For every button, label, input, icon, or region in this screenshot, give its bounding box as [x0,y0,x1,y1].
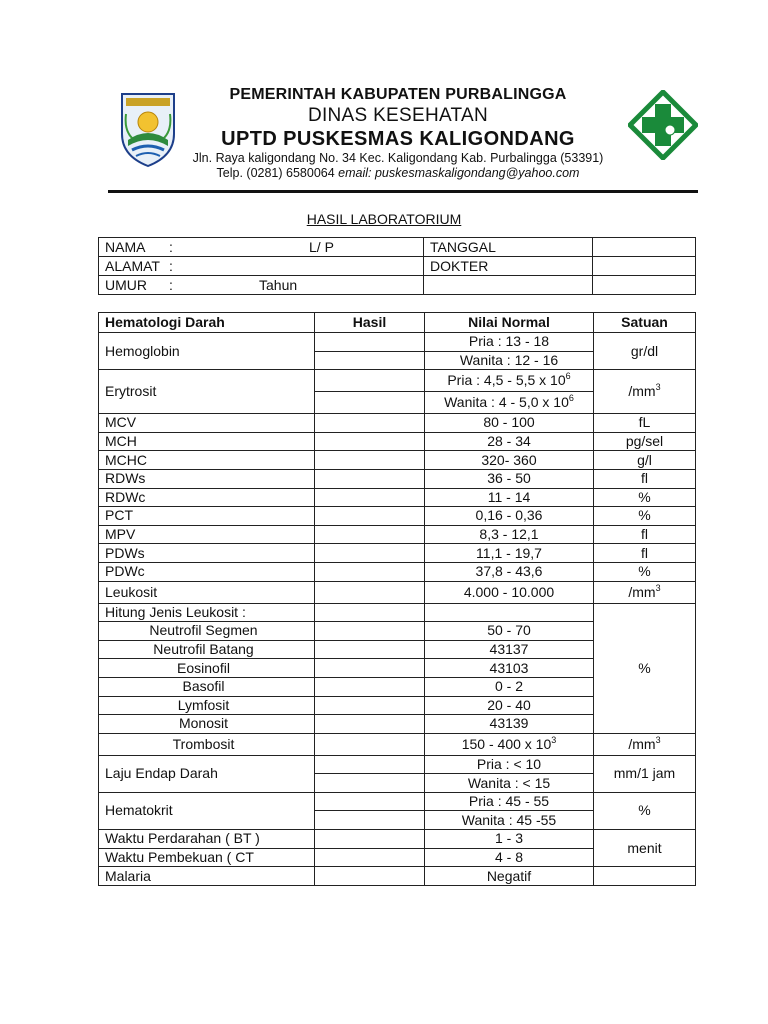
table-row [99,488,696,507]
regency-emblem-icon [118,90,178,168]
exam-name: MPV [99,525,315,544]
table-row [99,451,696,470]
unit-value: fl [594,544,696,563]
result-cell [315,755,425,774]
result-cell [315,659,425,678]
unit-value: % [594,488,696,507]
tahun-label: Tahun [259,277,298,293]
table-row [99,333,696,352]
normal-value: 0 - 2 [425,677,594,696]
normal-value: Wanita : 45 -55 [425,811,594,830]
table-row [99,544,696,563]
exam-name: PDWc [99,562,315,581]
result-cell [315,640,425,659]
exam-name: Hemoglobin [99,333,315,370]
exam-name: Leukosit [99,581,315,603]
colon: : [169,239,173,255]
exam-name: Eosinofil [99,659,315,678]
normal-value: Pria : < 10 [425,755,594,774]
table-row [99,562,696,581]
table-row [99,792,696,811]
letterhead [108,86,698,194]
exam-name: Lymfosit [99,696,315,715]
unit-value: $/mm^3$ [594,733,696,755]
exam-name: MCV [99,414,315,433]
table-row [99,414,696,433]
result-cell [315,432,425,451]
unit-value: menit [594,830,696,867]
exam-name: Waktu Perdarahan ( BT ) [99,830,315,849]
unit-value: % [594,792,696,829]
normal-value: Negatif [425,867,594,886]
normal-value: 80 - 100 [425,414,594,433]
table-row [99,525,696,544]
patient-row-umur [99,276,696,295]
unit-value [594,867,696,886]
unit-value: mm/1 jam [594,755,696,792]
exam-name: Monosit [99,715,315,734]
exam-name: Neutrofil Segmen [99,622,315,641]
normal-value: 1 - 3 [425,830,594,849]
unit-value: % [594,562,696,581]
normal-value: 150 - 400 x $10^3$ [425,733,594,755]
header-nilai-normal: Nilai Normal [425,313,594,333]
result-cell [315,507,425,526]
letterhead-agency: DINAS KESEHATAN [307,105,489,126]
normal-value: 37,8 - 43,6 [425,562,594,581]
exam-name: MCH [99,432,315,451]
normal-value: 20 - 40 [425,696,594,715]
green-cross-icon [628,90,698,160]
result-cell [315,451,425,470]
result-cell [315,562,425,581]
result-cell [315,469,425,488]
lab-results-table [98,312,696,886]
letterhead-email: email: puskesmaskaligondang@yahoo.com [338,166,580,180]
normal-value: 50 - 70 [425,622,594,641]
header-satuan: Satuan [594,313,696,333]
exam-name: Hematokrit [99,792,315,829]
sex-label: L/ P [309,239,334,255]
letterhead-facility: UPTD PUSKESMAS KALIGONDANG [221,128,575,150]
normal-value: Wanita : < 15 [425,774,594,793]
unit-value: % [594,507,696,526]
exam-name: RDWc [99,488,315,507]
table-row [99,603,696,622]
colon: : [169,277,173,293]
unit-value: fL [594,414,696,433]
result-cell [315,392,425,414]
result-cell [315,488,425,507]
table-row [99,432,696,451]
patient-info-table [98,237,696,295]
exam-name: Erytrosit [99,370,315,414]
normal-value: Wanita : 12 - 16 [425,351,594,370]
exam-name: Basofil [99,677,315,696]
normal-value: 320- 360 [425,451,594,470]
normal-value: 36 - 50 [425,469,594,488]
letterhead-address: Jln. Raya kaligondang No. 34 Kec. Kaligondang Kab. Purbalingga (53391) [192,151,604,165]
result-cell [315,622,425,641]
normal-value: 43103 [425,659,594,678]
result-cell [315,792,425,811]
letterhead-government: PEMERINTAH KABUPATEN PURBALINGGA [229,86,567,103]
unit-value: $/mm^3$ [594,581,696,603]
normal-value: Pria : 45 - 55 [425,792,594,811]
unit-value: $/mm^3$ [594,370,696,414]
exam-name: Laju Endap Darah [99,755,315,792]
exam-name: PCT [99,507,315,526]
exam-name: Trombosit [99,733,315,755]
result-cell [315,774,425,793]
patient-row-nama [99,238,696,257]
nama-label: NAMA [105,239,146,255]
table-row [99,370,696,392]
table-row [99,507,696,526]
unit-value: g/l [594,451,696,470]
table-row [99,755,696,774]
normal-value: Pria : 13 - 18 [425,333,594,352]
letterhead-phone: Telp. (0281) 6580064 [216,166,339,180]
result-cell [315,696,425,715]
alamat-label: ALAMAT [105,258,160,274]
normal-value: 28 - 34 [425,432,594,451]
document-title: HASIL LABORATORIUM [306,211,462,227]
exam-name: RDWs [99,469,315,488]
header-hasil: Hasil [315,313,425,333]
normal-value: Pria : 4,5 - 5,5 x $10^6$ [425,370,594,392]
tanggal-label: TANGGAL [424,238,593,257]
normal-value: Wanita : 4 - 5,0 x $10^6$ [425,392,594,414]
lab-header-row [99,313,696,333]
table-row [99,469,696,488]
result-cell [315,581,425,603]
result-cell [315,414,425,433]
normal-value: 43137 [425,640,594,659]
result-cell [315,715,425,734]
exam-name: Hitung Jenis Leukosit : [99,603,315,622]
exam-name: Waktu Pembekuan ( CT [99,848,315,867]
exam-name: MCHC [99,451,315,470]
result-cell [315,544,425,563]
result-cell [315,830,425,849]
result-cell [315,370,425,392]
unit-value: pg/sel [594,432,696,451]
dokter-label: DOKTER [424,257,593,276]
result-cell [315,867,425,886]
normal-value [425,603,594,622]
normal-value: 11 - 14 [425,488,594,507]
exam-name: Neutrofil Batang [99,640,315,659]
letterhead-contact [178,166,618,181]
unit-value: gr/dl [594,333,696,370]
header-hematologi: Hematologi Darah [99,313,315,333]
normal-value: 4.000 - 10.000 [425,581,594,603]
table-row [99,830,696,849]
table-row [99,581,696,603]
result-cell [315,811,425,830]
unit-value: fl [594,469,696,488]
result-cell [315,848,425,867]
result-cell [315,733,425,755]
table-row [99,733,696,755]
result-cell [315,351,425,370]
normal-value: 0,16 - 0,36 [425,507,594,526]
exam-name: PDWs [99,544,315,563]
normal-value: 8,3 - 12,1 [425,525,594,544]
result-cell [315,677,425,696]
letterhead-rule [108,190,698,193]
tanggal-value [593,238,696,257]
dokter-value [593,257,696,276]
unit-value: % [594,603,696,733]
result-cell [315,525,425,544]
umur-label: UMUR [105,277,147,293]
normal-value: 43139 [425,715,594,734]
colon: : [169,258,173,274]
exam-name: Malaria [99,867,315,886]
unit-value: fl [594,525,696,544]
normal-value: 4 - 8 [425,848,594,867]
table-row [99,867,696,886]
result-cell [315,333,425,352]
result-cell [315,603,425,622]
normal-value: 11,1 - 19,7 [425,544,594,563]
patient-row-alamat [99,257,696,276]
